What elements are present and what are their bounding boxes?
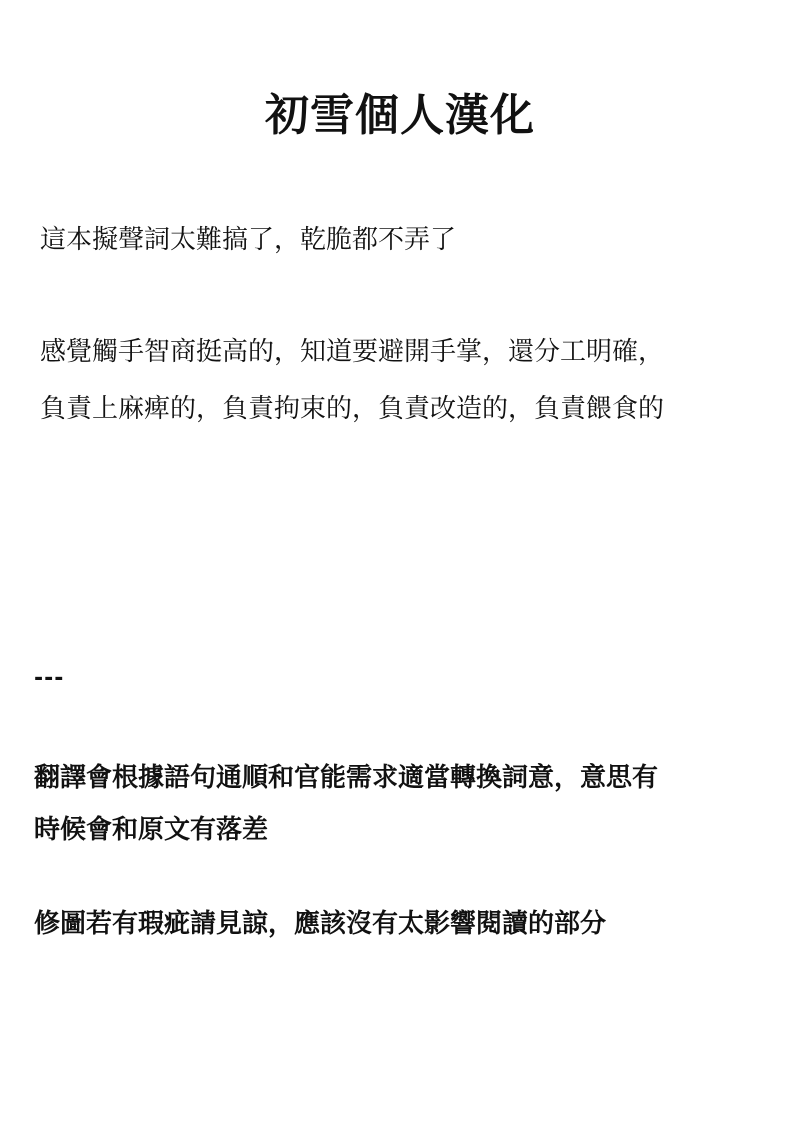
page-title: 初雪個人漢化 (265, 90, 535, 141)
disclaimer-line-3: 修圖若有瑕疵請見諒，應該沒有太影響閱讀的部分 (34, 909, 607, 939)
note-line-2: 感覺觸手智商挺高的，知道要避開手掌，還分工明確， (40, 337, 665, 367)
note-line-3: 負責上麻痺的，負責拘束的，負責改造的，負責餵食的 (40, 394, 665, 424)
note-line-1: 這本擬聲詞太難搞了，乾脆都不弄了 (40, 225, 457, 255)
disclaimer-line-1: 翻譯會根據語句通順和官能需求適當轉換詞意，意思有 (34, 763, 659, 793)
disclaimer-line-2: 時候會和原文有落差 (34, 815, 269, 845)
separator: --- (34, 666, 65, 691)
